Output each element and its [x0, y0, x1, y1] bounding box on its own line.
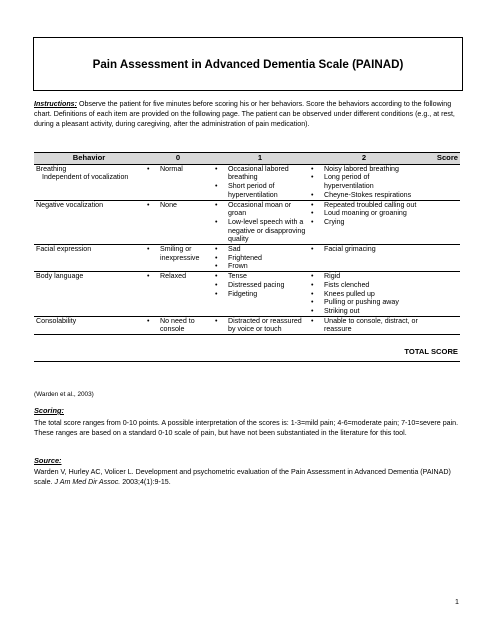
- score-1-cell: [212, 316, 308, 334]
- scoring-text: The total score ranges from 0-10 points. A possible interpretation of the scores is: 1-3=mild pain; 4-6=moderate pain; 7-10=severe pain. These ranges are based on a standard 0-10 scale of pain, but have not been substantiated in the literature for this tool.: [34, 419, 459, 437]
- descriptor-item: • Sad: [214, 245, 306, 254]
- descriptor-item: • Occasional labored breathing: [214, 165, 306, 182]
- descriptor-item: • Distracted or reassured by voice or touch: [214, 317, 306, 334]
- descriptor-list: [214, 317, 306, 334]
- score-0-cell: [144, 272, 212, 317]
- behavior-name: Facial expression: [36, 245, 92, 254]
- behavior-cell: [34, 272, 144, 317]
- descriptor-item: • No need to console: [146, 317, 210, 334]
- source-text-after: 2003;4(1):9-15.: [120, 478, 171, 486]
- score-entry-cell[interactable]: [420, 272, 460, 317]
- descriptor-item: • Loud moaning or groaning: [310, 209, 418, 218]
- source-journal: J Am Med Dir Assoc.: [54, 478, 121, 486]
- table-row: [34, 200, 460, 245]
- descriptor-item: • Short period of hyperventilation: [214, 182, 306, 199]
- header-behavior: Behavior: [34, 153, 144, 165]
- header-score: Score: [420, 153, 460, 165]
- descriptor-list: [214, 165, 306, 200]
- score-entry-cell[interactable]: [420, 245, 460, 272]
- descriptor-item: • Pulling or pushing away: [310, 298, 418, 307]
- descriptor-item: • Knees pulled up: [310, 290, 418, 299]
- descriptor-item: • Fists clenched: [310, 281, 418, 290]
- score-entry-cell[interactable]: [420, 200, 460, 245]
- table-header-row: [34, 153, 460, 165]
- descriptor-item: • Rigid: [310, 272, 418, 281]
- behavior-name: Body language: [36, 272, 84, 281]
- descriptor-item: • Repeated troubled calling out: [310, 201, 418, 210]
- descriptor-item: • Low-level speech with a negative or disapproving quality: [214, 218, 306, 244]
- descriptor-list: [310, 272, 418, 316]
- descriptor-item: • Cheyne-Stokes respirations: [310, 191, 418, 200]
- descriptor-item: • Relaxed: [146, 272, 210, 281]
- score-1-cell: [212, 200, 308, 245]
- total-score-label: TOTAL SCORE: [308, 335, 460, 362]
- descriptor-list: [310, 201, 418, 227]
- score-0-cell: [144, 164, 212, 200]
- score-2-cell: [308, 245, 420, 272]
- descriptor-item: • Frown: [214, 262, 306, 271]
- descriptor-item: • Striking out: [310, 307, 418, 316]
- header-score-0: 0: [144, 153, 212, 165]
- behavior-cell: [34, 316, 144, 334]
- behavior-subtitle: Independent of vocalization: [42, 173, 129, 182]
- descriptor-item: • Long period of hyperventilation: [310, 173, 418, 190]
- score-1-cell: [212, 272, 308, 317]
- document-title: Pain Assessment in Advanced Dementia Scale (PAINAD): [92, 57, 404, 71]
- descriptor-item: • Tense: [214, 272, 306, 281]
- instructions-paragraph: [34, 99, 460, 129]
- citation: (Warden et al., 2003): [34, 391, 94, 398]
- descriptor-list: [310, 317, 418, 334]
- descriptor-item: • Unable to console, distract, or reassure: [310, 317, 418, 334]
- behavior-name: Negative vocalization: [36, 200, 104, 209]
- score-0-cell: [144, 245, 212, 272]
- descriptor-list: [214, 245, 306, 271]
- source-reference: [34, 467, 460, 487]
- header-score-2: 2: [308, 153, 420, 165]
- descriptor-item: • Facial grimacing: [310, 245, 418, 254]
- descriptor-list: [214, 201, 306, 245]
- table-row: [34, 272, 460, 317]
- descriptor-list: [146, 201, 210, 210]
- descriptor-list: [310, 165, 418, 200]
- descriptor-item: • Frightened: [214, 254, 306, 263]
- painad-table: [34, 152, 460, 362]
- descriptor-item: • Noisy labored breathing: [310, 165, 418, 174]
- table-row: [34, 164, 460, 200]
- behavior-cell: [34, 164, 144, 200]
- instructions-label: Instructions:: [34, 100, 77, 108]
- score-0-cell: [144, 316, 212, 334]
- source-heading: [34, 456, 62, 465]
- descriptor-list: [146, 245, 210, 262]
- behavior-name: Breathing: [36, 164, 67, 173]
- descriptor-list: [146, 317, 210, 334]
- document-title-box: [33, 37, 463, 91]
- descriptor-list: [146, 272, 210, 281]
- behavior-cell: [34, 200, 144, 245]
- score-1-cell: [212, 245, 308, 272]
- scoring-heading: [34, 406, 64, 415]
- source-text-before: Warden V, Hurley AC, Volicer L. Development and psychometric evaluation of the Pain Assessment in Advanced Dementia (PAINAD) scale.: [34, 468, 451, 486]
- header-score-1: 1: [212, 153, 308, 165]
- descriptor-item: • Normal: [146, 165, 210, 174]
- table-row: [34, 316, 460, 334]
- page-number: 1: [455, 598, 459, 606]
- score-2-cell: [308, 164, 420, 200]
- descriptor-list: [146, 165, 210, 174]
- scoring-label: Scoring:: [34, 406, 64, 415]
- descriptor-list: [214, 272, 306, 298]
- descriptor-item: • Crying: [310, 218, 418, 227]
- score-0-cell: [144, 200, 212, 245]
- table-row: [34, 245, 460, 272]
- score-2-cell: [308, 272, 420, 317]
- descriptor-item: • Occasional moan or groan: [214, 201, 306, 218]
- descriptor-item: • None: [146, 201, 210, 210]
- score-entry-cell[interactable]: [420, 164, 460, 200]
- descriptor-item: • Smiling or inexpressive: [146, 245, 210, 262]
- total-score-row: [34, 335, 460, 362]
- score-1-cell: [212, 164, 308, 200]
- behavior-cell: [34, 245, 144, 272]
- score-2-cell: [308, 200, 420, 245]
- score-2-cell: [308, 316, 420, 334]
- descriptor-item: • Distressed pacing: [214, 281, 306, 290]
- instructions-text: Observe the patient for five minutes before scoring his or her behaviors. Score the behaviors according to the following chart. Definitions of each item are provided on the following page. The patient can be observed under different conditions (e.g., at rest, during a pleasant activity, during caregiving, after the administration of pain medication).: [34, 100, 455, 128]
- source-label: Source:: [34, 456, 62, 465]
- score-entry-cell[interactable]: [420, 316, 460, 334]
- behavior-name: Consolability: [36, 316, 77, 325]
- descriptor-item: • Fidgeting: [214, 290, 306, 299]
- descriptor-list: [310, 245, 418, 254]
